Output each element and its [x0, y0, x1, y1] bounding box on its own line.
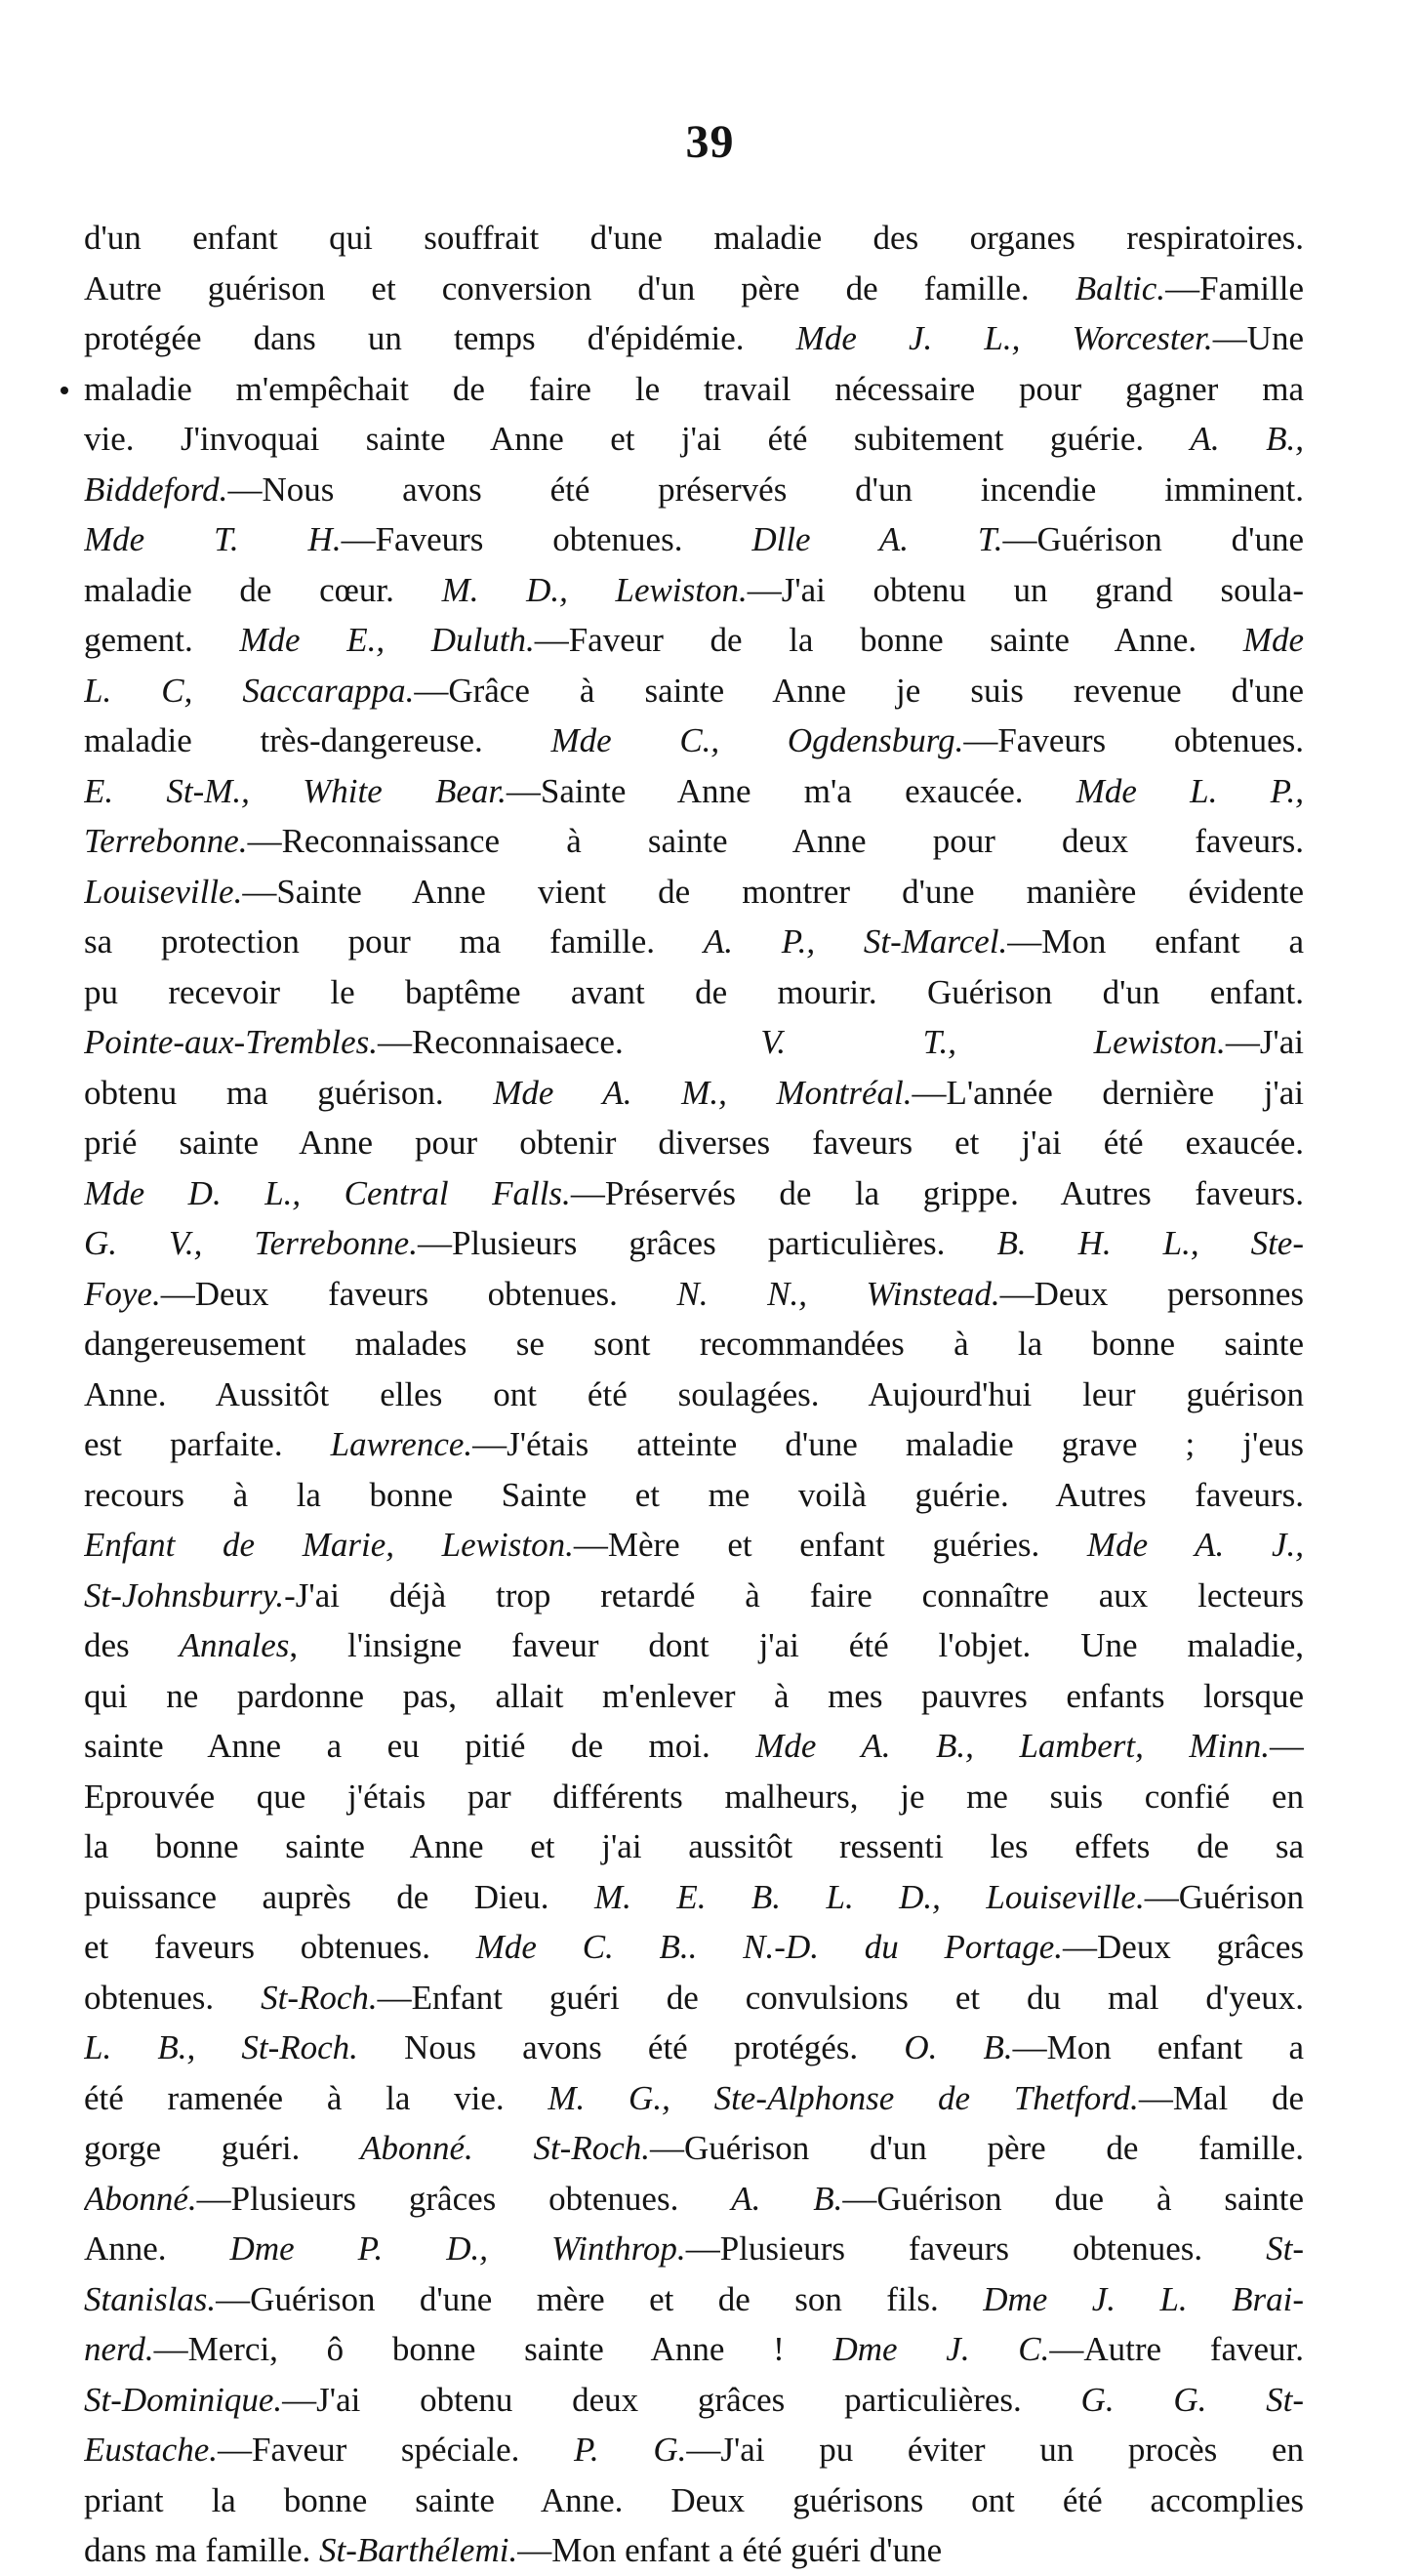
- text-line: dans ma famille. St-Barthélemi.—Mon enfant a été guéri d'une: [84, 2531, 943, 2569]
- text-line: Pointe-aux-Trembles.—Reconnaisaece. V. T., Lewiston.—J'ai: [84, 1023, 1304, 1061]
- text-line: prié sainte Anne pour obtenir diverses faveurs et j'ai été exaucée.: [84, 1124, 1304, 1162]
- text-line: maladie de cœur. M. D., Lewiston.—J'ai obtenu un grand soula-: [84, 570, 1304, 609]
- text-line: Foye.—Deux faveurs obtenues. N. N., Winstead.—Deux personnes: [84, 1274, 1304, 1313]
- margin-mark: [61, 387, 68, 394]
- text-line: Abonné.—Plusieurs grâces obtenues. A. B.—Guérison due à sainte: [84, 2179, 1304, 2218]
- text-line: E. St-M., White Bear.—Sainte Anne m'a exaucée. Mde L. P.,: [84, 771, 1304, 810]
- text-line: St-Dominique.—J'ai obtenu deux grâces particulières. G. G. St-: [84, 2380, 1304, 2419]
- text-line: Anne. Aussitôt elles ont été soulagées. Aujourd'hui leur guérison: [84, 1374, 1304, 1413]
- text-line: vie. J'invoquai sainte Anne et j'ai été subitement guérie. A. B.,: [84, 420, 1304, 458]
- body-text: [84, 213, 1304, 2576]
- text-line: Terrebonne.—Reconnaissance à sainte Anne pour deux faveurs.: [84, 822, 1304, 860]
- text-line: Autre guérison et conversion d'un père de famille. Baltic.—Famille: [84, 268, 1304, 307]
- text-line: pu recevoir le baptême avant de mourir. Guérison d'un enfant.: [84, 972, 1304, 1011]
- text-line: qui ne pardonne pas, allait m'enlever à mes pauvres enfants lorsque: [84, 1676, 1304, 1715]
- text-line: la bonne sainte Anne et j'ai aussitôt ressenti les effets de sa: [84, 1827, 1304, 1865]
- text-line: gorge guéri. Abonné. St-Roch.—Guérison d'un père de famille.: [84, 2129, 1304, 2167]
- text-line: sainte Anne a eu pitié de moi. Mde A. B., Lambert, Minn.—: [84, 1727, 1304, 1765]
- text-line: des Annales, l'insigne faveur dont j'ai été l'objet. Une maladie,: [84, 1626, 1304, 1664]
- text-line: Stanislas.—Guérison d'une mère et de son fils. Dme J. L. Brai-: [84, 2279, 1304, 2318]
- text-line: obtenu ma guérison. Mde A. M., Montréal.—L'année dernière j'ai: [84, 1073, 1304, 1112]
- text-line: été ramenée à la vie. M. G., Ste-Alphonse de Thetford.—Mal de: [84, 2078, 1304, 2117]
- text-line: Enfant de Marie, Lewiston.—Mère et enfant guéries. Mde A. J.,: [84, 1526, 1304, 1564]
- text-line: St-Johnsburry.-J'ai déjà trop retardé à faire connaître aux lecteurs: [84, 1575, 1304, 1615]
- text-line: L. C, Saccarappa.—Grâce à sainte Anne je suis revenue d'une: [84, 671, 1304, 710]
- text-line: maladie m'empêchait de faire le travail nécessaire pour gagner ma: [84, 369, 1304, 408]
- text-line: gement. Mde E., Duluth.—Faveur de la bonne sainte Anne. Mde: [84, 621, 1304, 659]
- text-line: Louiseville.—Sainte Anne vient de montrer d'une manière évidente: [84, 872, 1304, 911]
- text-line: priant la bonne sainte Anne. Deux guérisons ont été accomplies: [84, 2480, 1304, 2519]
- text-line: Anne. Dme P. D., Winthrop.—Plusieurs faveurs obtenues. St-: [84, 2229, 1304, 2268]
- text-line: Eustache.—Faveur spéciale. P. G.—J'ai pu éviter un procès en: [84, 2431, 1304, 2469]
- page-number: 39: [685, 116, 735, 168]
- text-line: d'un enfant qui souffrait d'une maladie des organes respiratoires.: [84, 219, 1304, 257]
- text-line: Biddeford.—Nous avons été préservés d'un incendie imminent.: [84, 470, 1304, 509]
- text-line: Mde T. H.—Faveurs obtenues. Dlle A. T.—Guérison d'une: [84, 520, 1304, 558]
- text-line: et faveurs obtenues. Mde C. B.. N.-D. du Portage.—Deux grâces: [84, 1928, 1304, 1966]
- text-line: nerd.—Merci, ô bonne sainte Anne ! Dme J. C.—Autre faveur.: [84, 2330, 1304, 2368]
- text-line: Mde D. L., Central Falls.—Préservés de la grippe. Autres faveurs.: [84, 1173, 1304, 1212]
- text-line: puissance auprès de Dieu. M. E. B. L. D., Louiseville.—Guérison: [84, 1877, 1304, 1916]
- text-line: G. V., Terrebonne.—Plusieurs grâces particulières. B. H. L., Ste-: [84, 1224, 1304, 1262]
- text-line: Eprouvée que j'étais par différents malheurs, je me suis confié en: [84, 1777, 1304, 1816]
- text-line: est parfaite. Lawrence.—J'étais atteinte d'une maladie grave ; j'eus: [84, 1425, 1304, 1463]
- text-line: recours à la bonne Sainte et me voilà guérie. Autres faveurs.: [84, 1475, 1304, 1514]
- text-line: dangereusement malades se sont recommandées à la bonne sainte: [84, 1325, 1304, 1363]
- text-line: maladie très-dangereuse. Mde C., Ogdensburg.—Faveurs obtenues.: [84, 721, 1304, 759]
- text-line: obtenues. St-Roch.—Enfant guéri de convulsions et du mal d'yeux.: [84, 1978, 1304, 2017]
- text-line: L. B., St-Roch. Nous avons été protégés. O. B.—Mon enfant a: [84, 2028, 1304, 2066]
- text-line: protégée dans un temps d'épidémie. Mde J. L., Worcester.—Une: [84, 319, 1304, 357]
- text-line: sa protection pour ma famille. A. P., St-Marcel.—Mon enfant a: [84, 922, 1304, 961]
